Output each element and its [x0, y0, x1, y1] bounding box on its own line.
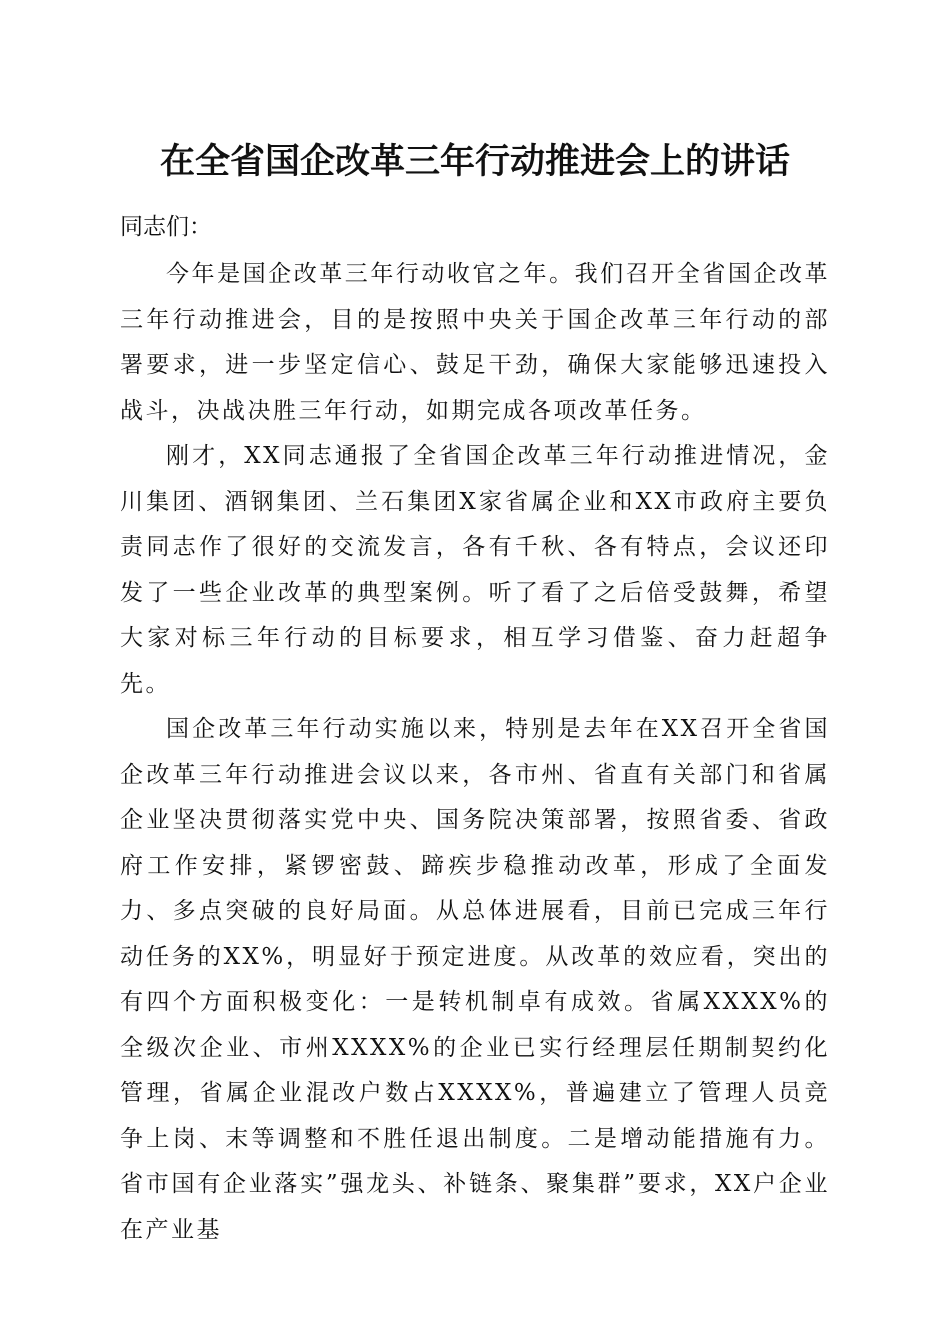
paragraph-2: 刚才，XX同志通报了全省国企改革三年行动推进情况，金川集团、酒钢集团、兰石集团X家省属企业和XX市政府主要负责同志作了很好的交流发言，各有千秋、各有特点，会议还印发了一些企业改革的典型案例。听了看了之后倍受鼓舞，希望大家对标三年行动的目标要求，相互学习借鉴、奋力赶超争先。 — [120, 443, 830, 697]
paragraph-1: 今年是国企改革三年行动收官之年。我们召开全省国企改革三年行动推进会，目的是按照中央关于国企改革三年行动的部署要求，进一步坚定信心、鼓足干劲，确保大家能够迅速投入战斗，决战决胜三年行动，如期完成各项改革任务。 — [120, 261, 830, 424]
salutation: 同志们： — [120, 214, 212, 240]
document-title: 在全省国企改革三年行动推进会上的讲话 — [159, 141, 790, 182]
document-body — [120, 208, 830, 1253]
paragraph-3: 国企改革三年行动实施以来，特别是去年在XX召开全省国企改革三年行动推进会议以来，各市州、省直有关部门和省属企业坚决贯彻落实党中央、国务院决策部署，按照省委、省政府工作安排，紧锣密鼓、蹄疾步稳推动改革，形成了全面发力、多点突破的良好局面。从总体进展看，目前已完成三年行动任务的XX%，明显好于预定进度。从改革的效应看，突出的有四个方面积极变化：一是转机制卓有成效。省属XXXX%的全级次企业、市州XXXX%的企业已实行经理层任期制契约化管理，省属企业混改户数占XXXX%，普遍建立了管理人员竞争上岗、末等调整和不胜任退出制度。二是增动能措施有力。省市国有企业落实”强龙头、补链条、聚集群”要求，XX户企业在产业基 — [120, 716, 830, 1243]
